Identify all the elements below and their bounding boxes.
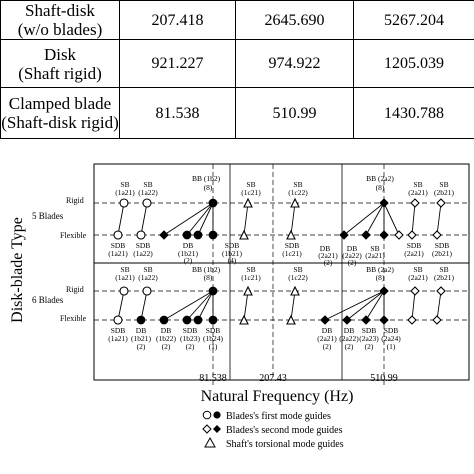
freq-tick: 81.538 — [199, 373, 227, 384]
marker-filled-diamond — [380, 287, 388, 295]
mode-label: (1a21) — [108, 334, 128, 343]
mode-label: SB — [143, 180, 153, 189]
mode-label: BB (1b2) — [191, 265, 221, 274]
mode-label: (2a21) — [408, 188, 428, 197]
marker-filled-circle — [137, 316, 145, 324]
table-cell: 510.99 — [236, 88, 354, 139]
mode-label: (4) — [227, 256, 237, 265]
marker-open-diamond — [433, 316, 441, 324]
table-cell: 1430.788 — [354, 88, 474, 139]
group-label-6-blades: 6 Blades — [32, 295, 64, 305]
mode-label: (1a21) — [108, 249, 128, 258]
mode-label: (2a21) — [318, 251, 338, 260]
marker-filled-diamond — [362, 231, 370, 239]
mode-label: BB (2a2) — [366, 174, 394, 183]
table-row — [1, 40, 474, 88]
marker-filled-circle — [183, 231, 191, 239]
mode-label: SDB — [110, 241, 126, 250]
marker-open-diamond — [411, 199, 419, 207]
mode-label: DB — [346, 244, 358, 253]
marker-open-circle — [120, 199, 128, 207]
marker-filled-circle — [194, 231, 202, 239]
mode-label: (1b22) — [156, 334, 176, 343]
mode-label: SB — [246, 265, 256, 274]
marker-filled-diamond — [160, 231, 168, 239]
row-label-flexible: Flexible — [60, 314, 87, 323]
mode-label: (2a21) — [365, 251, 385, 260]
mode-label: (8) — [375, 273, 385, 282]
marker-open-diamond — [411, 287, 419, 295]
mode-label: DB — [319, 244, 331, 253]
marker-open-diamond — [433, 231, 441, 239]
mode-label: (1a22) — [138, 273, 158, 282]
mode-label: (1) — [386, 342, 396, 351]
mode-label: DB — [343, 326, 355, 335]
mode-label: SDB — [110, 326, 126, 335]
table-row — [1, 88, 474, 139]
mode-label: SDB — [182, 326, 198, 335]
marker-filled-circle — [209, 231, 217, 239]
mode-diagram — [0, 150, 474, 474]
mode-label: (2a21) — [408, 273, 428, 282]
mode-label: (8) — [203, 183, 213, 192]
table-cell: 1205.039 — [354, 40, 474, 88]
mode-label: SDB — [406, 241, 422, 250]
mode-label: (1a22) — [138, 188, 158, 197]
mode-label: (2a22) — [339, 334, 359, 343]
row-label: Disk (Shaft rigid) — [1, 40, 120, 88]
mode-label: (1a21) — [115, 273, 135, 282]
six-blade-top-labels — [115, 265, 454, 282]
table-cell: 5267.204 — [354, 1, 474, 40]
six-blade-bottom-labels — [108, 326, 401, 351]
table-cell: 974.922 — [236, 40, 354, 88]
table-cell: 207.418 — [120, 1, 236, 40]
freq-tick: 207.43 — [259, 373, 287, 384]
marker-open-circle — [143, 199, 151, 207]
marker-open-circle — [114, 316, 122, 324]
mode-label: DB — [182, 241, 194, 250]
mode-label: SB — [439, 180, 449, 189]
table-cell: 921.227 — [120, 40, 236, 88]
legend-open-diamond-icon — [203, 425, 211, 433]
mode-label: SDB — [434, 241, 450, 250]
mode-label: (1b21) — [178, 249, 198, 258]
mode-label: (2) — [347, 258, 357, 267]
mode-label: (2b21) — [434, 188, 454, 197]
six-blade-markers — [114, 287, 445, 324]
mode-label: (1c21) — [241, 273, 261, 282]
mode-label: (2) — [136, 342, 146, 351]
legend-label: Blades's second mode guides — [226, 425, 343, 436]
mode-label: SB — [120, 265, 130, 274]
five-blade-connectors — [118, 203, 441, 235]
mode-label: (1c22) — [288, 273, 308, 282]
y-axis-title: Disk-blade Type — [9, 217, 26, 323]
mode-label: (2a22) — [342, 251, 362, 260]
mode-label: (1c21) — [241, 188, 261, 197]
legend-label: Blades's first mode guides — [226, 411, 331, 422]
mode-label: (2b21) — [434, 273, 454, 282]
legend-filled-circle-icon — [213, 411, 220, 418]
mode-label: (2) — [185, 342, 195, 351]
mode-label: SB — [439, 265, 449, 274]
marker-open-circle — [120, 287, 128, 295]
mode-label: (2) — [161, 342, 171, 351]
legend-open-circle-icon — [203, 411, 211, 419]
marker-filled-diamond — [343, 316, 351, 324]
mode-label: (1b21) — [131, 334, 151, 343]
mode-label: SDB — [205, 326, 221, 335]
mode-label: (1c21) — [282, 249, 302, 258]
marker-filled-diamond — [380, 231, 388, 239]
mode-label: SB — [293, 180, 303, 189]
mode-label: SDB — [135, 241, 151, 250]
mode-label: (2b21) — [432, 249, 452, 258]
marker-filled-circle — [209, 287, 217, 295]
mode-label: SDB — [383, 326, 399, 335]
mode-label: SB — [143, 265, 153, 274]
mode-label: SDB — [284, 241, 300, 250]
mode-label: DB — [321, 326, 333, 335]
mode-label: SB — [370, 244, 380, 253]
six-blade-connectors — [118, 291, 441, 320]
mode-label: SB — [293, 265, 303, 274]
mode-label: DB — [135, 326, 147, 335]
group-label-5-blades: 5 Blades — [32, 211, 64, 221]
table-cell: 81.538 — [120, 88, 236, 139]
mode-label: SDB — [361, 326, 377, 335]
frequency-table — [0, 0, 474, 139]
table-cell: 2645.690 — [236, 1, 354, 40]
row-label-flexible: Flexible — [60, 231, 87, 240]
mode-label: BB (1b2) — [191, 174, 221, 183]
mode-label: (1a22) — [133, 249, 153, 258]
freq-tick: 510.99 — [370, 373, 398, 384]
legend-filled-diamond-icon — [213, 425, 221, 433]
mode-label: (2) — [183, 256, 193, 265]
legend — [203, 411, 344, 450]
mode-label: BB (2a2) — [366, 265, 394, 274]
mode-label: (1a21) — [115, 188, 135, 197]
marker-open-diamond — [395, 231, 403, 239]
mode-label: (2a24) — [381, 334, 401, 343]
mode-label: (2) — [364, 342, 374, 351]
mode-label: (2) — [344, 342, 354, 351]
mode-label: (2a21) — [404, 249, 424, 258]
marker-open-circle — [143, 287, 151, 295]
marker-open-diamond — [408, 231, 416, 239]
mode-label: (2) — [323, 258, 333, 267]
mode-label: (1c22) — [288, 188, 308, 197]
mode-label: (8) — [375, 183, 385, 192]
marker-filled-diamond — [362, 316, 370, 324]
mode-label: (1b21) — [222, 249, 242, 258]
marker-open-diamond — [437, 287, 445, 295]
row-label-rigid: Rigid — [66, 196, 84, 205]
mode-label: SB — [246, 180, 256, 189]
mode-label: (2) — [322, 342, 332, 351]
mode-label: SB — [413, 265, 423, 274]
mode-label: (1) — [208, 342, 218, 351]
legend-label: Shaft's torsional mode guides — [226, 439, 344, 450]
mode-label: DB — [160, 326, 172, 335]
mode-label: (2a21) — [317, 334, 337, 343]
row-label: Clamped blade (Shaft-disk rigid) — [1, 88, 120, 139]
marker-open-diamond — [437, 199, 445, 207]
marker-filled-circle — [160, 316, 168, 324]
mode-label: (2a23) — [359, 334, 379, 343]
mode-label: (8) — [203, 273, 213, 282]
marker-filled-circle — [194, 316, 202, 324]
marker-open-circle — [137, 231, 145, 239]
table-row — [1, 1, 474, 40]
mode-label: SDB — [224, 241, 240, 250]
legend-open-triangle-icon — [205, 438, 215, 447]
five-blade-top-labels — [115, 174, 454, 197]
marker-filled-circle — [183, 316, 191, 324]
row-label-rigid: Rigid — [66, 285, 84, 294]
marker-filled-diamond — [321, 316, 329, 324]
marker-filled-diamond — [380, 316, 388, 324]
row-label: Shaft-disk (w/o blades) — [1, 1, 120, 40]
mode-label: SB — [120, 180, 130, 189]
marker-filled-circle — [209, 199, 217, 207]
marker-filled-circle — [209, 316, 217, 324]
mode-label: (1b24) — [203, 334, 223, 343]
mode-label: SB — [413, 180, 423, 189]
marker-open-circle — [114, 231, 122, 239]
marker-open-diamond — [408, 316, 416, 324]
x-axis-title: Natural Frequency (Hz) — [200, 388, 354, 405]
five-blade-markers — [114, 199, 445, 239]
level-lines — [94, 203, 469, 320]
mode-label: (1b23) — [180, 334, 200, 343]
